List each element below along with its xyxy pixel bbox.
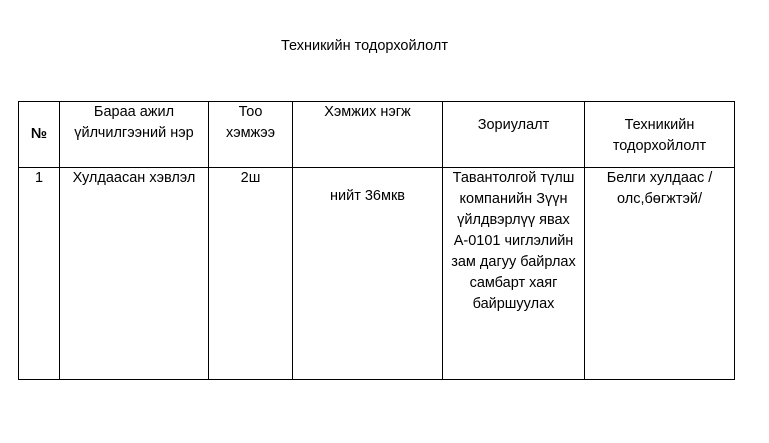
document-title: Техникийн тодорхойлолт	[280, 38, 449, 54]
header-technical-spec: Техникийн тодорхойлолт	[585, 102, 735, 168]
cell-number: 1	[19, 168, 60, 380]
header-number: №	[19, 102, 60, 168]
cell-purpose: Тавантолгой түлш компанийн Зүүн үйлдвэрлүү явах А-0101 чиглэлийн зам дагуу байрлах самбарт хаяг байршуулах	[443, 168, 585, 380]
cell-quantity: 2ш	[209, 168, 293, 380]
table-header-row	[19, 102, 735, 168]
header-unit: Хэмжих нэгж	[293, 102, 443, 168]
specification-table	[18, 101, 735, 380]
cell-technical-spec: Белги хулдаас /олс,бөгжтэй/	[585, 168, 735, 380]
header-item-name: Бараа ажил үйлчилгээний нэр	[60, 102, 209, 168]
header-purpose: Зориулалт	[443, 102, 585, 168]
cell-unit: нийт 36мкв	[293, 168, 443, 380]
header-quantity: Тоо хэмжээ	[209, 102, 293, 168]
table-row	[19, 168, 735, 380]
cell-item-name: Хулдаасан хэвлэл	[60, 168, 209, 380]
